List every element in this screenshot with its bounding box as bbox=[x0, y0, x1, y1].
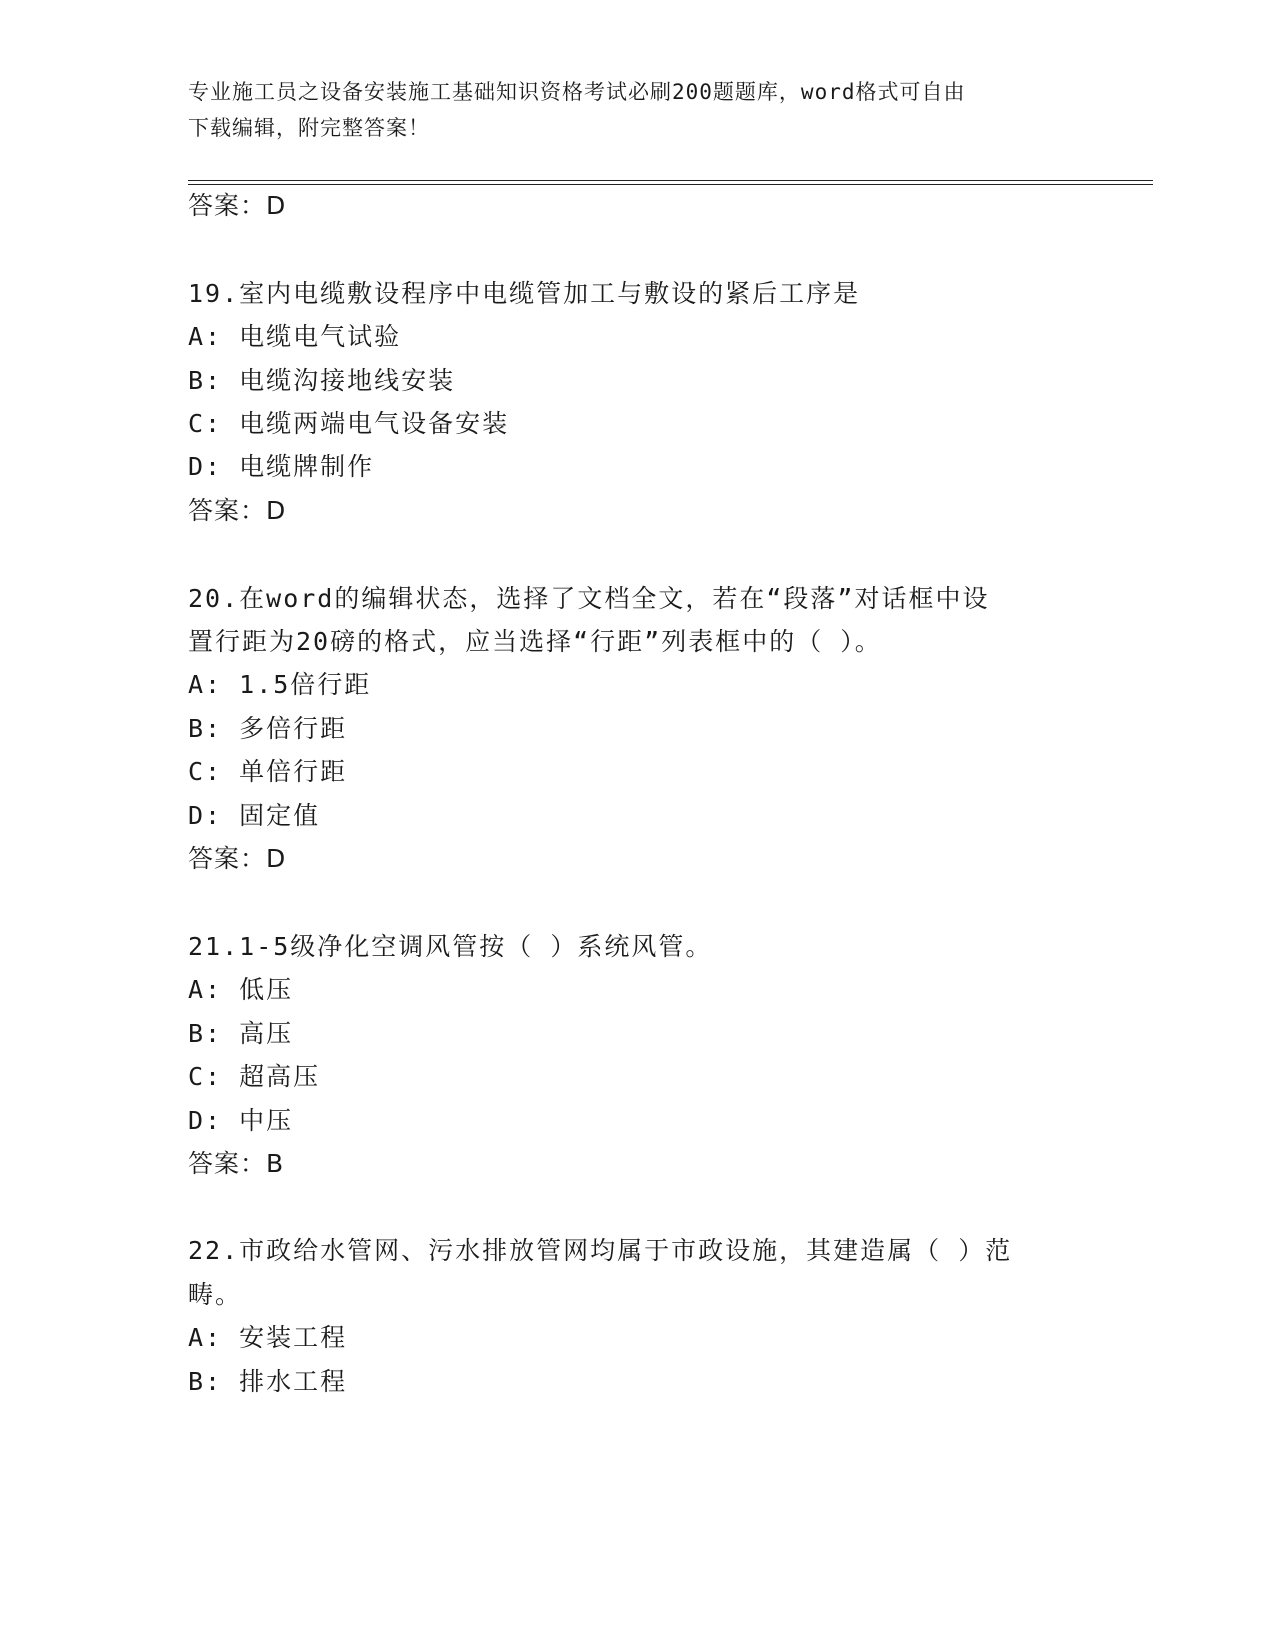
question-21-option-c: C: 超高压 bbox=[188, 1062, 321, 1091]
question-19-option-c: C: 电缆两端电气设备安装 bbox=[188, 409, 510, 438]
header-line-1: 专业施工员之设备安装施工基础知识资格考试必刷200题题库，word格式可自由 bbox=[188, 80, 966, 104]
question-22-stem-line-2: 畴。 bbox=[188, 1280, 243, 1309]
question-20-option-a: A: 1.5倍行距 bbox=[188, 670, 372, 699]
question-22-option-b: B: 排水工程 bbox=[188, 1367, 348, 1396]
question-22-stem-line-1: 22.市政给水管网、污水排放管网均属于市政设施，其建造属（ ）范 bbox=[188, 1236, 1013, 1265]
question-19-option-a: A: 电缆电气试验 bbox=[188, 322, 402, 351]
question-19-answer: 答案：D bbox=[188, 496, 287, 525]
question-20-option-c: C: 单倍行距 bbox=[188, 757, 348, 786]
header-line-2: 下载编辑，附完整答案！ bbox=[188, 116, 430, 140]
document-header bbox=[188, 74, 1068, 146]
question-20-option-d: D: 固定值 bbox=[188, 801, 321, 830]
question-20-stem-line-1: 20.在word的编辑状态，选择了文档全文，若在“段落”对话框中设 bbox=[188, 584, 990, 613]
question-21-answer: 答案：B bbox=[188, 1149, 285, 1178]
question-19-stem: 19.室内电缆敷设程序中电缆管加工与敷设的紧后工序是 bbox=[188, 279, 861, 308]
question-21-option-d: D: 中压 bbox=[188, 1106, 294, 1135]
question-21-option-b: B: 高压 bbox=[188, 1019, 294, 1048]
question-19-option-d: D: 电缆牌制作 bbox=[188, 452, 375, 481]
question-19-option-b: B: 电缆沟接地线安装 bbox=[188, 366, 456, 395]
question-20-stem-line-2: 置行距为20磅的格式，应当选择“行距”列表框中的（ ）。 bbox=[188, 627, 882, 656]
answer-previous: 答案：D bbox=[188, 191, 287, 220]
header-divider-bottom bbox=[188, 184, 1153, 185]
question-20-answer: 答案：D bbox=[188, 844, 287, 873]
question-20-option-b: B: 多倍行距 bbox=[188, 714, 348, 743]
header-divider-top bbox=[188, 180, 1153, 181]
question-21-stem: 21.1-5级净化空调风管按（ ）系统风管。 bbox=[188, 932, 713, 961]
question-22-option-a: A: 安装工程 bbox=[188, 1323, 348, 1352]
question-21-option-a: A: 低压 bbox=[188, 975, 294, 1004]
